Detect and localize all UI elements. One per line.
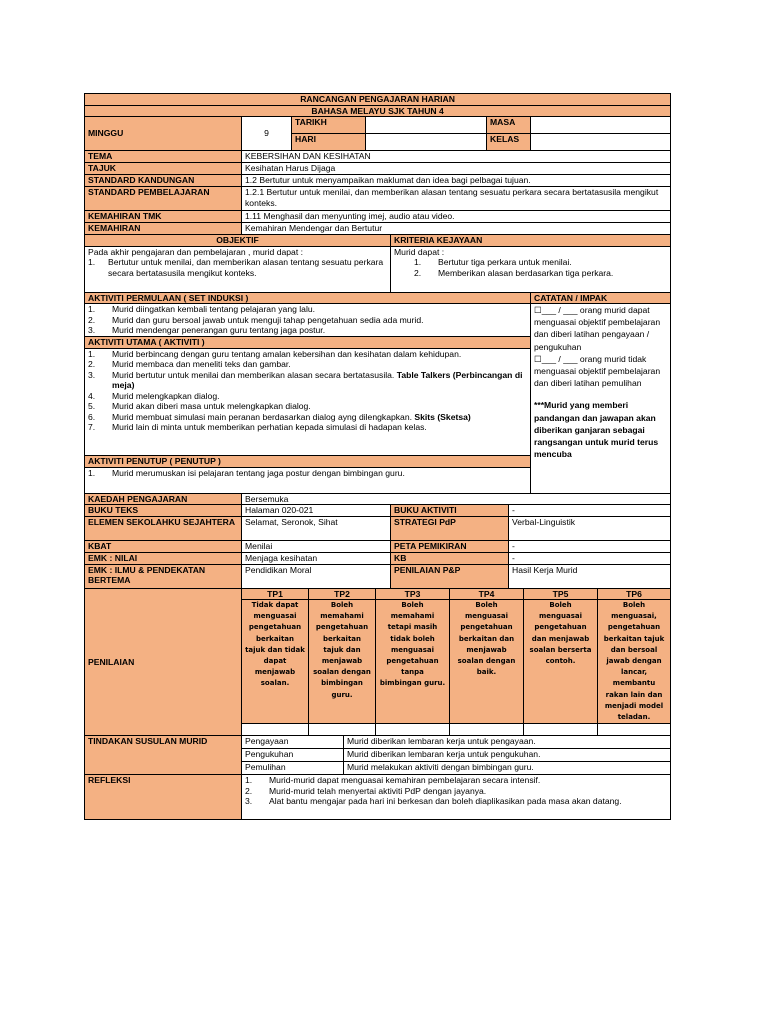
buku-aktiviti-value: - [509, 505, 671, 517]
plan-title: RANCANGAN PENGAJARAN HARIAN [85, 94, 671, 106]
list-item: 1. Bertutur tiga perkara untuk menilai. [414, 257, 572, 267]
penilaian-pp-value: Hasil Kerja Murid [509, 564, 671, 588]
permulaan-label: AKTIVITI PERMULAAN ( SET INDUKSI ) [85, 292, 531, 304]
masa-value[interactable] [531, 117, 671, 134]
nilai-label: EMK : NILAI [85, 552, 242, 564]
kb-value: - [509, 552, 671, 564]
catatan-line-2: ☐___ / ___ orang murid tidak menguasai objektif pembelajaran dan diberi latihan pemulihan [534, 353, 661, 389]
list-item: 4. Murid melengkapkan dialog. [88, 390, 220, 401]
penilaian-label: PENILAIAN [85, 588, 242, 736]
utama-list [88, 349, 527, 433]
list-item: 2. Murid membaca dan meneliti teks dan gambar. [88, 359, 291, 369]
peta-value: - [509, 540, 671, 552]
kb-label: KB [391, 552, 509, 564]
tp3-mark[interactable] [376, 724, 450, 736]
sk-value: 1.2 Bertutur untuk menyampaikan maklumat dan idea bagi pelbagai tujuan. [242, 175, 671, 187]
tp6-header: TP6 [598, 588, 671, 600]
kriteria-content [391, 246, 671, 292]
refleksi-label: REFLEKSI [85, 775, 242, 820]
lesson-plan-table [84, 93, 671, 589]
buku-aktiviti-label: BUKU AKTIVITI [391, 505, 509, 517]
ilmu-label: EMK : ILMU & PENDEKATAN BERTEMA [85, 564, 242, 588]
objektif-list [88, 257, 387, 278]
peta-label: PETA PEMIKIRAN [391, 540, 509, 552]
penilaian-pp-label: PENILAIAN P&P [391, 564, 509, 588]
sp-label: STANDARD PEMBELAJARAN [85, 187, 242, 211]
tp1-desc: Tidak dapat menguasai pengetahuan berkaitan tajuk dan tidak dapat menjawab soalan. [242, 600, 309, 724]
tp3-desc: Boleh memahami tetapi masih tidak boleh menguasai pengetahuan tanpa bimbingan guru. [376, 600, 450, 724]
list-item: 1. Bertutur untuk menilai, dan memberikan alasan tentang sesuatu perkara secara bertatasusila mengikut konteks. [88, 257, 384, 278]
hari-value[interactable] [366, 134, 487, 151]
objektif-content [85, 246, 391, 292]
sp-value: 1.2.1 Bertutur untuk menilai, dan memberikan alasan tentang sesuatu perkara secara bertatasusila mengikut konteks. [242, 187, 671, 211]
kbat-value: Menilai [242, 540, 391, 552]
plan-subtitle: BAHASA MELAYU SJK TAHUN 4 [85, 105, 671, 117]
strategi-value: Verbal-Linguistik [509, 516, 671, 540]
tp4-mark[interactable] [450, 724, 524, 736]
tmk-label: KEMAHIRAN TMK [85, 211, 242, 223]
list-item: 1. Murid berbincang dengan guru tentang amalan kebersihan dan kesihatan dalam kehidupan. [88, 348, 462, 359]
tp2-mark[interactable] [309, 724, 376, 736]
list-item: 2. Murid dan guru bersoal jawab untuk menguji tahap pengetahuan sedia ada murid. [88, 314, 424, 325]
list-item: 2. Memberikan alasan berdasarkan tiga perkara. [414, 267, 614, 278]
catatan-note: ***Murid yang memberi pandangan dan jawapan akan diberikan ganjaran sebagai rangsangan untuk murid terus mencuba [534, 400, 659, 460]
list-item: 7. Murid lain di minta untuk memberikan perhatian kepada simulasi di hadapan kelas. [88, 422, 427, 432]
minggu-label: MINGGU [85, 117, 242, 151]
list-item: 3. Alat bantu mengajar pada hari ini berkesan dan boleh diaplikasikan pada masa akan datang. [245, 796, 622, 807]
susulan-type: Pengayaan [242, 736, 344, 749]
susulan-type: Pengukuhan [242, 749, 344, 762]
kriteria-list [394, 257, 667, 278]
tp5-header: TP5 [524, 588, 598, 600]
kaedah-value: Bersemuka [242, 493, 671, 505]
nilai-value: Menjaga kesihatan [242, 552, 391, 564]
list-item: 2. Murid-murid telah menyertai aktiviti PdP dengan jayanya. [245, 785, 487, 796]
tarikh-label: TARIKH [292, 117, 366, 134]
tema-label: TEMA [85, 151, 242, 163]
tp1-header: TP1 [242, 588, 309, 600]
kelas-label: KELAS [487, 134, 531, 151]
tp6-desc: Boleh menguasai, pengetahuan berkaitan tajuk dan bersoal jawab dengan lancar, membantu rakan lain dan menjadi model teladan. [598, 600, 671, 724]
susulan-desc: Murid diberikan lembaran kerja untuk pengayaan. [344, 736, 671, 749]
susulan-desc: Murid diberikan lembaran kerja untuk pengukuhan. [344, 749, 671, 762]
penutup-label: AKTIVITI PENUTUP ( PENUTUP ) [85, 455, 531, 467]
tp5-desc: Boleh menguasai pengetahuan dan menjawab soalan berserta contoh. [524, 600, 598, 724]
refleksi-content [242, 775, 671, 820]
ilmu-value: Pendidikan Moral [242, 564, 391, 588]
list-item: 1. Murid-murid dapat menguasai kemahiran pembelajaran secara intensif. [245, 775, 541, 786]
susulan-label: TINDAKAN SUSULAN MURID [85, 736, 242, 775]
strategi-label: STRATEGI PdP [391, 516, 509, 540]
penutup-list [88, 468, 527, 479]
hari-label: HARI [292, 134, 366, 151]
list-item: 3. Murid bertutur untuk menilai dan memberikan alasan secara bertatasusila. Table Talkers (Perbincangan di meja) [88, 369, 523, 390]
utama-content [85, 348, 531, 455]
sk-label: STANDARD KANDUNGAN [85, 175, 242, 187]
tarikh-value[interactable] [366, 117, 487, 134]
tp4-desc: Boleh menguasai pengetahuan berkaitan dan menjawab soalan dengan baik. [450, 600, 524, 724]
list-item: 5. Murid akan diberi masa untuk melengkapkan dialog. [88, 401, 311, 411]
elemen-label: ELEMEN SEKOLAHKU SEJAHTERA [85, 516, 242, 540]
tp6-mark[interactable] [598, 724, 671, 736]
buku-teks-label: BUKU TEKS [85, 505, 242, 517]
kriteria-intro: Murid dapat : [394, 246, 445, 257]
tajuk-label: TAJUK [85, 163, 242, 175]
kriteria-label: KRITERIA KEJAYAAN [391, 235, 671, 247]
kaedah-label: KAEDAH PENGAJARAN [85, 493, 242, 505]
minggu-value: 9 [242, 117, 292, 151]
refleksi-list [245, 775, 667, 807]
masa-label: MASA [487, 117, 531, 134]
penilaian-table [84, 588, 671, 737]
tp2-desc: Boleh memahami pengetahuan berkaitan tajuk dan menjawab soalan dengan bimbingan guru. [309, 600, 376, 724]
catatan-content [531, 304, 671, 494]
list-item: 3. Murid mendengar penerangan guru tentang jaga postur. [88, 325, 326, 335]
tp2-header: TP2 [309, 588, 376, 600]
buku-teks-value: Halaman 020-021 [242, 505, 391, 517]
kemahiran-label: KEMAHIRAN [85, 223, 242, 235]
lesson-plan-sheet [84, 93, 670, 820]
permulaan-list [88, 304, 527, 336]
tema-value: KEBERSIHAN DAN KESIHATAN [242, 151, 671, 163]
catatan-line-1: ☐___ / ___ orang murid dapat menguasai objektif pembelajaran dan diberi latihan pengayaan / pengukuhan [534, 305, 661, 352]
susulan-type: Pemulihan [242, 762, 344, 775]
catatan-label: CATATAN / IMPAK [531, 292, 671, 304]
permulaan-content [85, 304, 531, 337]
list-item: 6. Murid membuat simulasi main peranan berdasarkan dialog ayng dilengkapkan. Skits (Sketsa) [88, 411, 471, 422]
tp4-header: TP4 [450, 588, 524, 600]
susulan-table [84, 735, 671, 820]
list-item: 1. Murid diingatkan kembali tentang pelajaran yang lalu. [88, 304, 316, 314]
list-item: 1. Murid merumuskan isi pelajaran tentang jaga postur dengan bimbingan guru. [88, 467, 405, 478]
objektif-intro: Pada akhir pengajaran dan pembelajaran , murid dapat : [88, 246, 303, 257]
tajuk-value: Kesihatan Harus Dijaga [242, 163, 671, 175]
kbat-label: KBAT [85, 540, 242, 552]
penutup-content [85, 467, 531, 493]
utama-label: AKTIVITI UTAMA ( AKTIVITI ) [85, 337, 531, 349]
tp3-header: TP3 [376, 588, 450, 600]
kemahiran-value: Kemahiran Mendengar dan Bertutur [242, 223, 671, 235]
tp1-mark[interactable] [242, 724, 309, 736]
elemen-value: Selamat, Seronok, Sihat [242, 516, 391, 540]
tmk-value: 1.11 Menghasil dan menyunting imej, audio atau video. [242, 211, 671, 223]
objektif-label: OBJEKTIF [85, 235, 391, 247]
susulan-desc: Murid melakukan aktiviti dengan bimbingan guru. [344, 762, 671, 775]
tp5-mark[interactable] [524, 724, 598, 736]
kelas-value[interactable] [531, 134, 671, 151]
